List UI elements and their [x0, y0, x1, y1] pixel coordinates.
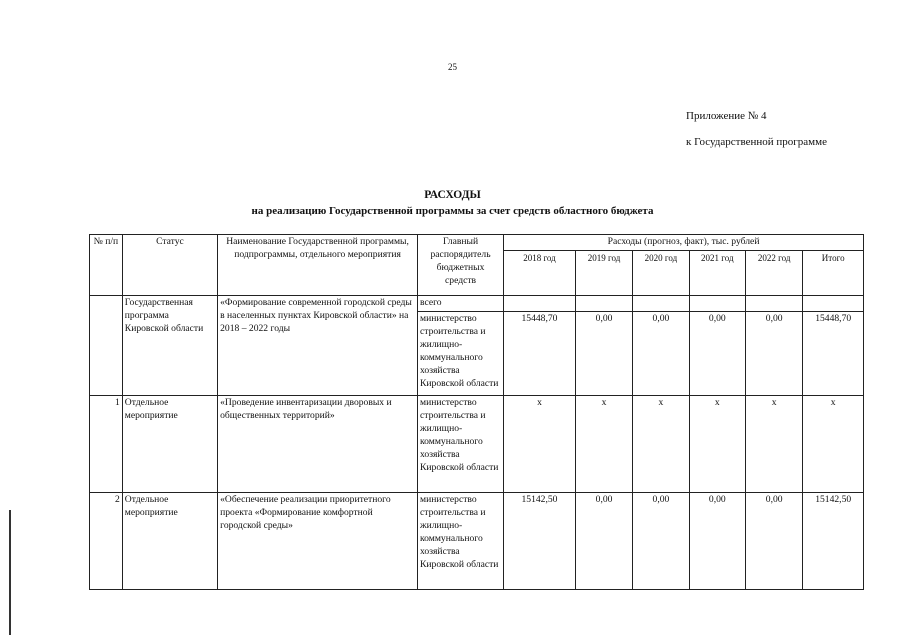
header-row	[90, 235, 864, 251]
cell-2019: x	[575, 396, 632, 493]
cell-2022: 0,00	[745, 493, 802, 590]
header-total: Итого	[803, 250, 864, 295]
cell-2022: x	[745, 396, 802, 493]
cell-2021: 0,00	[689, 312, 745, 396]
row-name: «Проведение инвентаризации дворовых и общественных территорий»	[218, 396, 418, 493]
row-num	[90, 296, 123, 396]
cell-2018	[504, 296, 576, 312]
cell-2020	[633, 296, 689, 312]
page-number: 25	[448, 62, 457, 72]
row-admin: министерство строительства и жилищно-коммунального хозяйства Кировской области	[418, 493, 504, 590]
row-admin: министерство строительства и жилищно-коммунального хозяйства Кировской области	[418, 312, 504, 396]
row-name: «Обеспечение реализации приоритетного проекта «Формирование комфортной городской среды»	[218, 493, 418, 590]
appendix-label: Приложение № 4	[686, 110, 767, 122]
row-num: 1	[90, 396, 123, 493]
cell-2020: x	[633, 396, 689, 493]
header-year-2020: 2020 год	[633, 250, 689, 295]
header-expenses: Расходы (прогноз, факт), тыс. рублей	[504, 235, 864, 251]
appendix-reference: к Государственной программе	[686, 136, 827, 148]
header-name: Наименование Государственной программы, подпрограммы, отдельного мероприятия	[218, 235, 418, 296]
cell-2019	[575, 296, 632, 312]
header-year-2022: 2022 год	[745, 250, 802, 295]
document-subtitle: на реализацию Государственной программы за счет средств областного бюджета	[251, 205, 654, 217]
cell-2021	[689, 296, 745, 312]
header-num: № п/п	[90, 235, 123, 296]
row-num: 2	[90, 493, 123, 590]
cell-2022: 0,00	[745, 312, 802, 396]
row-status: Отдельное мероприятие	[122, 396, 217, 493]
margin-line	[9, 510, 11, 635]
header-year-2018: 2018 год	[504, 250, 576, 295]
cell-2020: 0,00	[633, 493, 689, 590]
table-row	[90, 296, 864, 312]
table-row	[90, 493, 864, 590]
row-status: Государственная программа Кировской области	[122, 296, 217, 396]
cell-2018: 15142,50	[504, 493, 576, 590]
cell-2021: 0,00	[689, 493, 745, 590]
header-status: Статус	[122, 235, 217, 296]
cell-2019: 0,00	[575, 312, 632, 396]
header-year-2019: 2019 год	[575, 250, 632, 295]
header-year-2021: 2021 год	[689, 250, 745, 295]
cell-2022	[745, 296, 802, 312]
cell-2018: 15448,70	[504, 312, 576, 396]
row-name: «Формирование современной городской среды в населенных пунктах Кировской области» на 2018 – 2022 годы	[218, 296, 418, 396]
cell-total	[803, 296, 864, 312]
table-row	[90, 396, 864, 493]
cell-total: x	[803, 396, 864, 493]
row-status: Отдельное мероприятие	[122, 493, 217, 590]
cell-2020: 0,00	[633, 312, 689, 396]
cell-total: 15448,70	[803, 312, 864, 396]
cell-2021: x	[689, 396, 745, 493]
cell-total: 15142,50	[803, 493, 864, 590]
cell-2019: 0,00	[575, 493, 632, 590]
expenses-table	[89, 234, 864, 590]
row-admin: министерство строительства и жилищно-коммунального хозяйства Кировской области	[418, 396, 504, 493]
header-admin: Главный распорядитель бюджетных средств	[418, 235, 504, 296]
document-title: РАСХОДЫ	[424, 189, 481, 201]
cell-2018: x	[504, 396, 576, 493]
row-admin-all: всего	[418, 296, 504, 312]
